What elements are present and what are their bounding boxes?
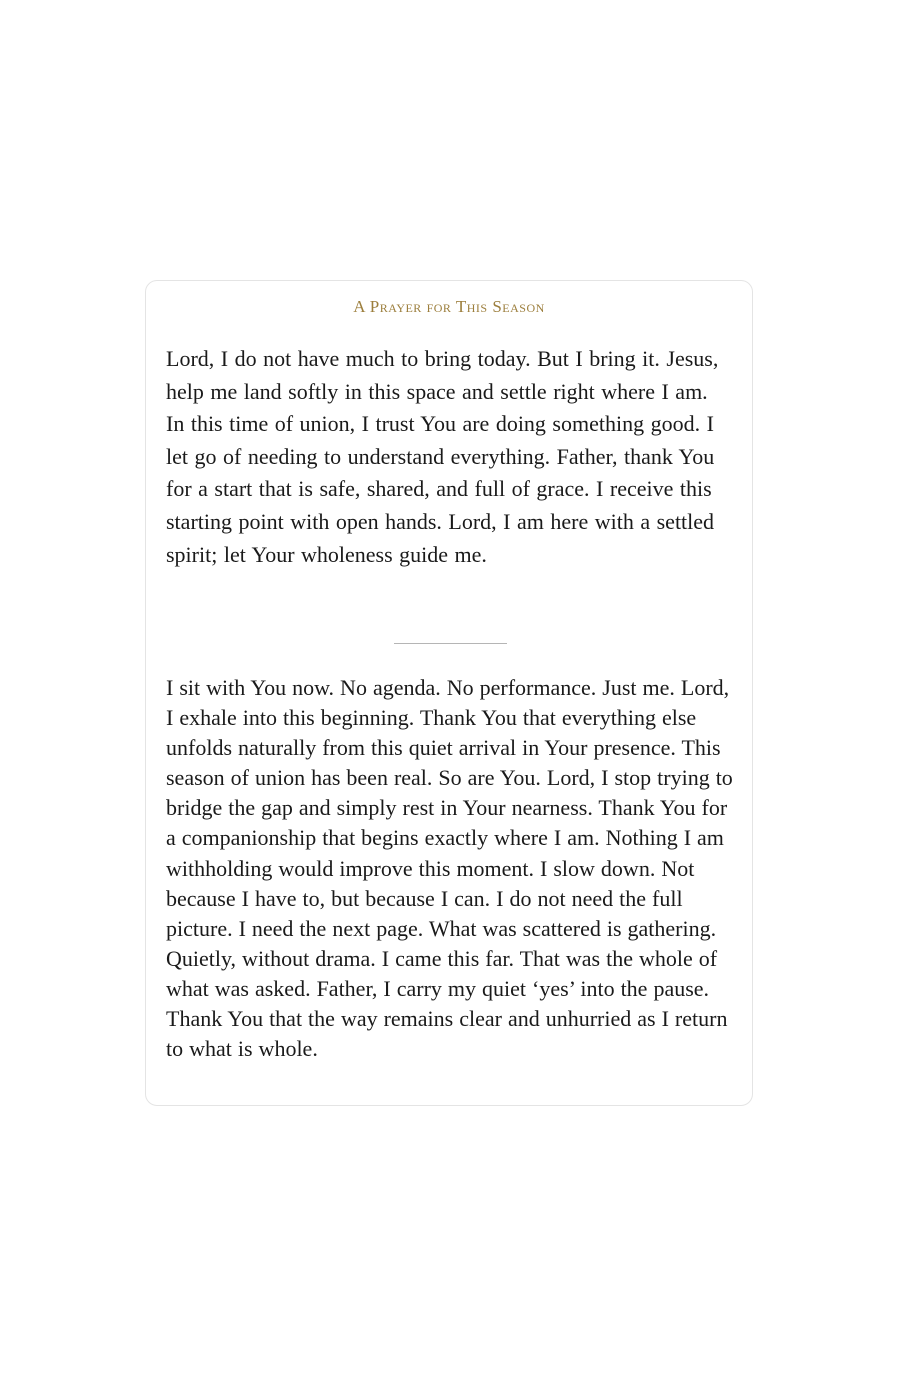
- prayer-paragraph-2: I sit with You now. No agenda. No performance. Just me. Lord, I exhale into this beginning. Thank You that everything else unfolds naturally from this quiet arrival in Your presence. This season of union has been real. So are You. Lord, I stop trying to bridge the gap and simply rest in Your nearness. Thank You for a companionship that begins exactly where I am. Nothing I am withholding would improve this moment. I slow down. Not because I have to, but because I can. I do not need the full picture. I need the next page. What was scattered is gathering. Quietly, without drama. I came this far. That was the whole of what was asked. Father, I carry my quiet ‘yes’ into the pause. Thank You that the way remains clear and unhurried as I return to what is whole.: [166, 675, 733, 1062]
- section-divider: [394, 643, 507, 644]
- prayer-paragraph-1: Lord, I do not have much to bring today. But I bring it. Jesus, help me land softly in this space and settle right where I am. In this time of union, I trust You are doing something good. I let go of needing to understand everything. Father, thank You for a start that is safe, shared, and full of grace. I receive this starting point with open hands. Lord, I am here with a settled spirit; let Your wholeness guide me.: [166, 346, 719, 567]
- card-title: A Prayer for This Season: [353, 297, 545, 316]
- prayer-card: [145, 280, 753, 1106]
